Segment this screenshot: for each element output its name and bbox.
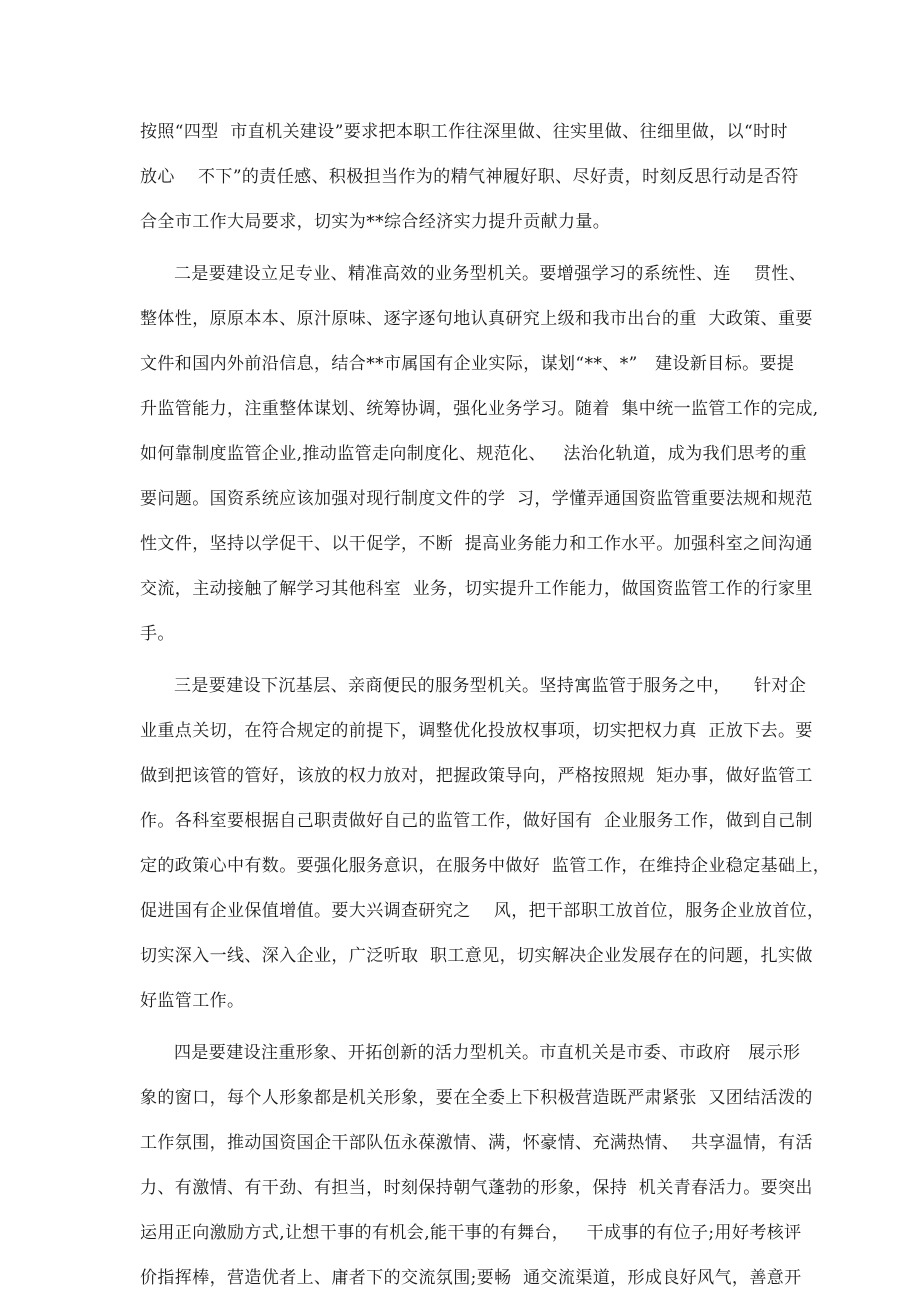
text-line: 切实深入一线、深入企业，广泛听取 职工意见，切实解决企业发展存在的问题，扎实做 xyxy=(140,946,813,966)
text-line: 性文件，坚持以学促干、以干促学，不断 提高业务能力和工作水平。加强科室之间沟通 xyxy=(140,534,813,554)
text-line: 业重点关切，在符合规定的前提下，调整优化投放权事项，切实把权力真 正放下去。要 xyxy=(140,721,813,741)
text-line: 合全市工作大局要求，切实为**综合经济实力提升贡献力量。 xyxy=(140,212,611,232)
text-line: 按照“四型 市直机关建设”要求把本职工作往深里做、往实里做、往细里做，以“时时 xyxy=(140,122,788,142)
text-line: 升监管能力，注重整体谋划、统筹协调，强化业务学习。随着 集中统一监管工作的完成, xyxy=(140,399,819,419)
text-line: 运用正向激励方式,让想干事的有机会,能干事的有舞台， 干成事的有位子;用好考核评 xyxy=(140,1223,802,1243)
text-line: 好监管工作。 xyxy=(140,991,245,1011)
text-line: 放心 不下”的责任感、积极担当作为的精气神履好职、尽好责，时刻反思行动是否符 xyxy=(140,167,799,187)
text-line: 如何靠制度监管企业,推动监管走向制度化、规范化、 法治化轨道，成为我们思考的重 xyxy=(140,444,808,464)
text-line: 文件和国内外前沿信息，结合**市属国有企业实际，谋划“**、*” 建设新目标。要提 xyxy=(140,354,795,374)
text-line: 定的政策心中有数。要强化服务意识，在服务中做好 监管工作，在维持企业稳定基础上， xyxy=(140,856,831,876)
text-line: 做到把该管的管好，该放的权力放对，把握政策导向，严格按照规 矩办事，做好监管工 xyxy=(140,766,813,786)
text-line: 要问题。国资系统应该加强对现行制度文件的学 习，学懂弄通国资监管重要法规和规范 xyxy=(140,489,813,509)
text-line: 三是要建设下沉基层、亲商便民的服务型机关。坚持寓监管于服务之中， 针对企 xyxy=(174,676,807,696)
text-line: 整体性，原原本本、原汁原味、逐字逐句地认真研究上级和我市出台的重 大政策、重要 xyxy=(140,309,813,329)
text-line: 象的窗口，每个人形象都是机关形象，要在全委上下积极营造既严肃紧张 又团结活泼的 xyxy=(140,1088,813,1108)
text-line: 力、有激情、有干劲、有担当，时刻保持朝气蓬勃的形象，保持 机关青春活力。要突出 xyxy=(140,1178,813,1198)
text-line: 四是要建设注重形象、开拓创新的活力型机关。市直机关是市委、市政府 展示形 xyxy=(174,1043,801,1063)
text-line: 价指挥棒，营造优者上、庸者下的交流氛围;要畅 通交流渠道，形成良好风气，善意开 xyxy=(140,1268,802,1288)
text-line: 工作氛围，推动国资国企干部队伍永葆激情、满，怀豪情、充满热情、 共享温情，有活 xyxy=(140,1133,813,1153)
text-line: 手。 xyxy=(140,624,175,644)
text-line: 作。各科室要根据自己职责做好自己的监管工作，做好国有 企业服务工作，做到自己制 xyxy=(140,811,813,831)
text-line: 二是要建设立足专业、精准高效的业务型机关。要增强学习的系统性、连 贯性、 xyxy=(174,264,807,284)
text-line: 交流，主动接触了解学习其他科室 业务，切实提升工作能力，做国资监管工作的行家里 xyxy=(140,579,813,599)
text-line: 促进国有企业保值增值。要大兴调查研究之 风，把干部职工放首位，服务企业放首位， xyxy=(140,901,825,921)
